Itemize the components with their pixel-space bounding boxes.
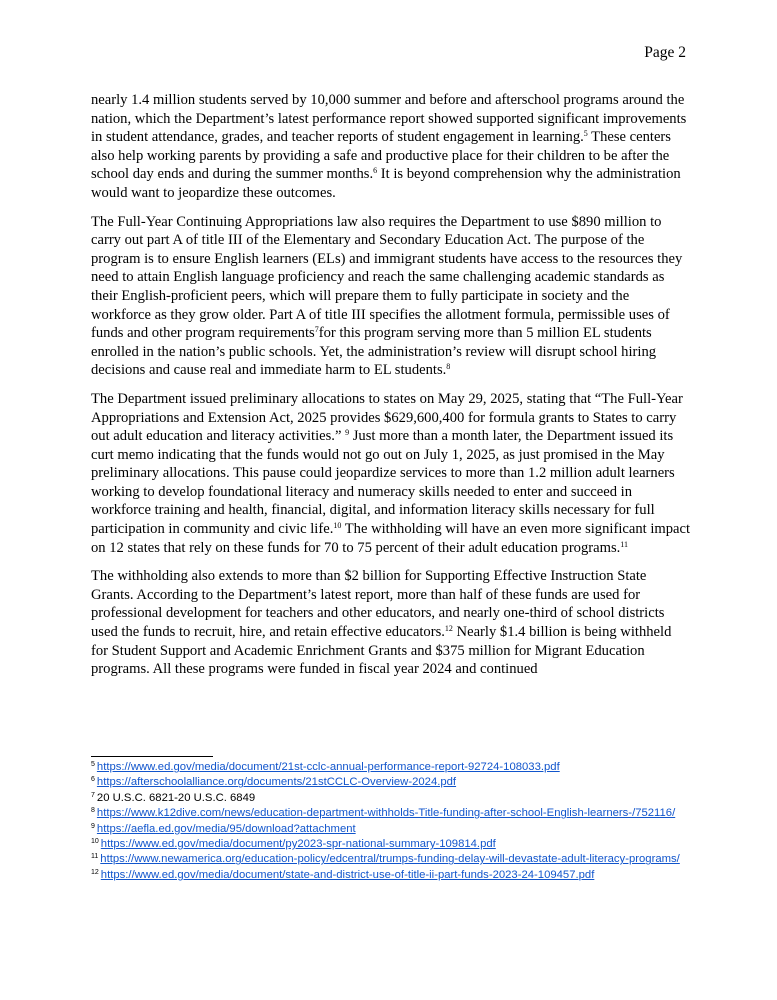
footnote-number: 12 [91, 868, 99, 876]
footnote-link[interactable]: https://afterschoolalliance.org/documents/21stCCLC-Overview-2024.pdf [96, 776, 457, 789]
footnotes [91, 760, 711, 883]
footnote-reference: 12 [444, 624, 453, 634]
footnote-link[interactable]: https://www.ed.gov/media/document/state-and-district-use-of-title-ii-part-funds-2023-24-109457.pdf [100, 868, 595, 881]
body-paragraph [91, 567, 691, 679]
footnote-number: 11 [91, 853, 99, 861]
body-paragraph [91, 390, 691, 557]
footnote-divider [91, 756, 213, 757]
footnote-link[interactable]: https://www.ed.gov/media/document/py2023-spr-national-summary-109814.pdf [100, 838, 496, 851]
paragraph-text: Nearly $1.4 billion is being withheld for Student Support and Academic Enrichment Grants and $375 million for Migrant Education programs. All these programs were funded in fiscal year 2024 and continued [91, 624, 672, 678]
paragraph-text: The Full-Year Continuing Appropriations law also requires the Department to use $890 million to carry out part A of title III of the Elementary and Secondary Education Act. The purpose of the program is to ensure English learners (ELs) and immigrant students have access to the resources they need to attain English language proficiency and reach the same challenging academic standards as their English-proficient peers, which will prepare them to fully participate in society and the workforce as they grow older. Part A of title III specifies the allotment formula, permissible uses of funds and other program requirements [91, 213, 683, 342]
paragraph-text: These centers also help working parents by providing a safe and productive place for their children to be after the school day ends and during the summer months. [91, 129, 671, 183]
footnote-item [91, 775, 711, 790]
body-text [91, 91, 691, 689]
footnote-link[interactable]: https://aefla.ed.gov/media/95/download?attachment [96, 822, 356, 835]
footnote-link[interactable]: https://www.newamerica.org/education-policy/edcentral/trumps-funding-delay-will-devastate-adult-literacy-programs/ [100, 853, 680, 866]
footnote-reference: 11 [620, 539, 628, 549]
paragraph-text: It is beyond comprehension why the administration would want to jeopardize these outcomes. [91, 166, 681, 201]
footnote-item [91, 852, 711, 867]
footnote-reference: 10 [333, 521, 342, 531]
footnote-item [91, 868, 711, 883]
body-paragraph [91, 213, 691, 380]
paragraph-text: The withholding also extends to more than $2 billion for Supporting Effective Instruction State Grants. According to the Department’s latest report, more than half of these funds are used for professional development for teachers and other educators, and nearly one-third of school districts used the funds to recruit, hire, and retain effective educators. [91, 568, 665, 641]
paragraph-text: The withholding will have an even more significant impact on 12 states that rely on these funds for 70 to 75 percent of their adult education programs. [91, 521, 691, 556]
footnote-number: 8 [91, 807, 95, 815]
footnote-number: 7 [91, 791, 95, 799]
footnote-reference: 5 [583, 129, 588, 139]
footnote-item [91, 806, 711, 821]
footnote-reference: 6 [373, 166, 378, 176]
footnote-link[interactable]: https://www.k12dive.com/news/education-department-withholds-Title-funding-after-school-English-learners-/752116/ [96, 807, 676, 820]
paragraph-text: Just more than a month later, the Department issued its curt memo indicating that the funds would not go out on July 1, 2025, as just promised in the May preliminary allocations. This pause could jeopardize services to more than 1.2 million adult learners working to develop foundational literacy and numeracy skills needed to enter and succeed in workforce training and health, financial, digital, and information literacy skills necessary for full participation in community and civic life. [91, 428, 675, 538]
paragraph-text: The Department issued preliminary allocations to states on May 29, 2025, stating that “The Full-Year Appropriations and Extension Act, 2025 provides $629,600,400 for formula grants to States to carry out adult education and literacy activities.” [91, 390, 683, 445]
page-number: Page 2 [644, 44, 686, 61]
footnote-number: 6 [91, 776, 95, 784]
footnote-item [91, 837, 711, 852]
footnote-number: 5 [91, 761, 95, 768]
footnote-number: 9 [91, 822, 95, 830]
footnote-reference: 7 [314, 325, 319, 335]
footnote-item [91, 791, 711, 806]
footnote-item [91, 822, 711, 837]
footnote-reference: 9 [345, 428, 350, 438]
paragraph-text: for this program serving more than 5 million EL students enrolled in the nation’s public schools. Yet, the administration’s review will disrupt school hiring decisions and cause real and immediate harm to EL students. [91, 325, 657, 379]
footnote-link[interactable]: https://www.ed.gov/media/document/21st-cclc-annual-performance-report-92724-108033.pdf [96, 761, 560, 773]
footnote-citation: 20 U.S.C. 6821-20 U.S.C. 6849 [96, 791, 256, 804]
footnote-reference: 8 [446, 362, 451, 372]
body-paragraph [91, 91, 691, 203]
footnote-number: 10 [91, 838, 99, 846]
footnote-item [91, 760, 711, 775]
paragraph-text: nearly 1.4 million students served by 10,000 summer and before and afterschool programs around the nation, which the Department’s latest performance report showed supported significant improvements in student attendance, grades, and teacher reports of student engagement in learning. [91, 92, 687, 146]
